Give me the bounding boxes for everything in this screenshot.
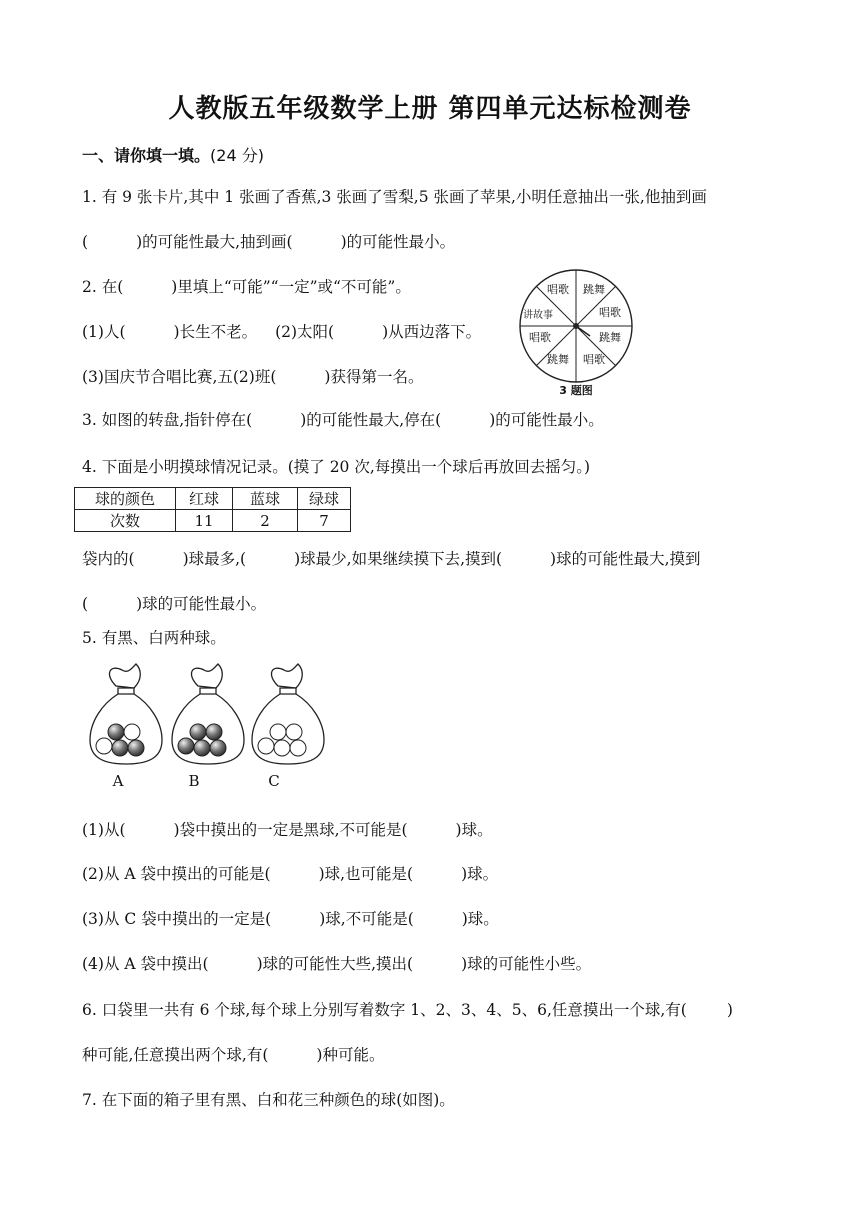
text: )球。 [461, 910, 499, 928]
text: )球,也可能是( [318, 865, 414, 883]
table-cell: 7 [298, 510, 351, 532]
table-cell: 2 [233, 510, 298, 532]
q5-line1 [82, 820, 493, 840]
spinner-label: 跳舞 [599, 331, 621, 344]
spinner-label: 唱歌 [599, 306, 621, 319]
text: 2. 在( [82, 278, 124, 296]
text: ( [82, 595, 89, 613]
text: 种可能,任意摸出两个球,有( [82, 1046, 269, 1064]
text: (3)国庆节合唱比赛,五(2)班( [82, 368, 277, 386]
spinner-label: 跳舞 [583, 283, 605, 296]
text: (3)从 C 袋中摸出的一定是( [82, 910, 272, 928]
text: 3. 如图的转盘,指针停在( [82, 411, 253, 429]
text: )里填上“可能”“一定”或“不可能”。 [171, 278, 411, 296]
text: (2)太阳( [275, 323, 335, 341]
text: ) [726, 1001, 733, 1019]
q7-line: 7. 在下面的箱子里有黑、白和花三种颜色的球(如图)。 [82, 1091, 455, 1109]
table-header: 绿球 [298, 488, 351, 510]
page-title: 人教版五年级数学上册 第四单元达标检测卷 [168, 94, 692, 124]
text: 袋内的( [82, 550, 135, 568]
table-cell: 11 [176, 510, 233, 532]
q5-line3 [82, 909, 499, 929]
text: )球,不可能是( [319, 910, 414, 928]
spinner-label: 讲故事 [523, 310, 553, 321]
table-header: 蓝球 [233, 488, 298, 510]
q5-line4 [82, 954, 591, 974]
bag-label: B [188, 772, 200, 790]
text: (2)从 A 袋中摸出的可能是( [82, 865, 271, 883]
q6-line2 [82, 1045, 384, 1065]
q3-line [82, 410, 604, 430]
table-row [75, 510, 351, 532]
spinner-figure [516, 266, 636, 398]
text: )长生不老。 [173, 323, 258, 341]
record-table [74, 487, 351, 532]
spinner-label: 唱歌 [529, 331, 551, 344]
spinner-label: 唱歌 [547, 283, 569, 296]
table-header: 球的颜色 [75, 488, 176, 510]
q1-line2 [82, 232, 455, 252]
text: )球的可能性最小。 [136, 595, 267, 613]
text: (1)人( [82, 323, 126, 341]
text: )球。 [455, 821, 493, 839]
text: )球的可能性最大,摸到 [550, 550, 701, 568]
section-points: (24 分) [210, 146, 264, 165]
spinner-label: 唱歌 [583, 353, 605, 366]
text: )获得第一名。 [324, 368, 424, 386]
text: )球最少,如果继续摸下去,摸到( [294, 550, 503, 568]
q4-line2 [82, 594, 266, 614]
text: )的可能性最大,抽到画( [136, 233, 293, 251]
text: )从西边落下。 [382, 323, 482, 341]
q2-line1 [82, 277, 411, 297]
q1-line1: 1. 有 9 张卡片,其中 1 张画了香蕉,3 张画了雪梨,5 张画了苹果,小明任意抽出一张,他抽到画 [82, 188, 707, 206]
bag-a [90, 664, 162, 764]
table-cell: 次数 [75, 510, 176, 532]
text: )的可能性最小。 [489, 411, 604, 429]
q5-line2 [82, 864, 498, 884]
text: )球的可能性大些,摸出( [256, 955, 414, 973]
text: )球的可能性小些。 [461, 955, 592, 973]
text: )种可能。 [316, 1046, 385, 1064]
bags-figure [82, 660, 332, 792]
text: )的可能性最小。 [340, 233, 456, 251]
q4-intro: 4. 下面是小明摸球情况记录。(摸了 20 次,每摸出一个球后再放回去摇匀。) [82, 458, 591, 476]
text: ( [82, 233, 89, 251]
section-heading [82, 143, 264, 166]
text: )袋中摸出的一定是黑球,不可能是( [173, 821, 408, 839]
text: (1)从( [82, 821, 126, 839]
bag-label: A [112, 772, 124, 790]
spinner-caption: 3 题图 [559, 384, 593, 397]
q5-intro: 5. 有黑、白两种球。 [82, 629, 226, 647]
q2-line3 [82, 367, 423, 387]
spinner-label: 跳舞 [547, 353, 569, 366]
bag-label: C [268, 772, 280, 790]
bag-c [252, 664, 324, 764]
q2-line2 [82, 322, 481, 342]
table-header-row [75, 488, 351, 510]
text: )的可能性最大,停在( [300, 411, 442, 429]
q4-line1 [82, 549, 701, 569]
q6-line1 [82, 1000, 733, 1020]
bag-b [172, 664, 244, 764]
text: )球最多,( [182, 550, 247, 568]
section-title: 一、请你填一填。 [82, 146, 211, 165]
text: 6. 口袋里一共有 6 个球,每个球上分别写着数字 1、2、3、4、5、6,任意摸出一个球,有( [82, 1001, 687, 1019]
text: )球。 [461, 865, 499, 883]
text: (4)从 A 袋中摸出( [82, 955, 209, 973]
table-header: 红球 [176, 488, 233, 510]
